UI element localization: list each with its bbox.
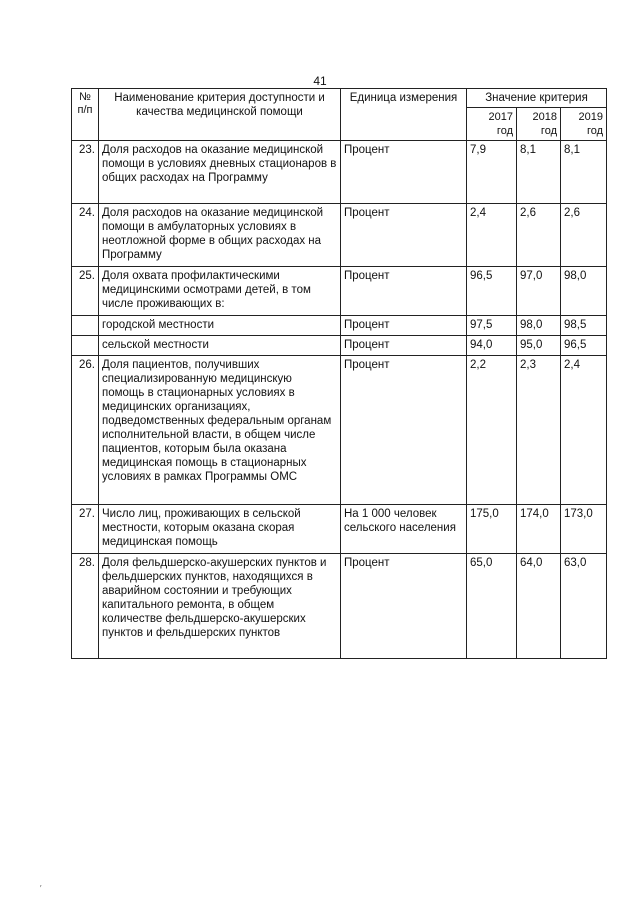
value-2017: 94,0 bbox=[467, 336, 517, 356]
criterion-name: Доля фельдшерско-акушерских пунктов и фельдшерских пунктов, находящихся в аварийном состоянии и требующих капитального ремонта, в общем количестве фельдшерско-акушерских пунктов и фельдшерских пунктов bbox=[99, 554, 341, 659]
value-2019: 173,0 bbox=[561, 505, 607, 554]
row-number bbox=[72, 336, 99, 356]
header-year-2017: 2017 год bbox=[467, 108, 517, 141]
value-2018: 98,0 bbox=[517, 316, 561, 336]
value-2017: 175,0 bbox=[467, 505, 517, 554]
value-2018: 97,0 bbox=[517, 267, 561, 316]
row-number: 26. bbox=[72, 356, 99, 505]
value-2018: 174,0 bbox=[517, 505, 561, 554]
criteria-table bbox=[71, 88, 607, 659]
row-number: 28. bbox=[72, 554, 99, 659]
row-number: 23. bbox=[72, 141, 99, 204]
row-number: 27. bbox=[72, 505, 99, 554]
table-row bbox=[72, 204, 607, 267]
value-2017: 2,4 bbox=[467, 204, 517, 267]
page-number: 41 bbox=[313, 74, 327, 88]
table-row bbox=[72, 554, 607, 659]
criterion-name: Доля пациентов, получивших специализированную медицинскую помощь в стационарных условиях в медицинских организациях, подведомственных федеральным органам исполнительной власти, в общем числе пациентов, которым была оказана медицинская помощь в стационарных условиях в рамках Программы ОМС bbox=[99, 356, 341, 505]
value-2017: 65,0 bbox=[467, 554, 517, 659]
row-number: 25. bbox=[72, 267, 99, 316]
header-num: № п/п bbox=[72, 89, 99, 141]
table-row bbox=[72, 267, 607, 316]
unit-cell: На 1 000 человек сельского населения bbox=[341, 505, 467, 554]
criterion-name: сельской местности bbox=[99, 336, 341, 356]
value-2019: 2,4 bbox=[561, 356, 607, 505]
value-2018: 2,6 bbox=[517, 204, 561, 267]
value-2017: 7,9 bbox=[467, 141, 517, 204]
value-2018: 2,3 bbox=[517, 356, 561, 505]
table-header-row bbox=[72, 89, 607, 108]
value-2017: 2,2 bbox=[467, 356, 517, 505]
value-2019: 2,6 bbox=[561, 204, 607, 267]
header-unit: Единица измерения bbox=[341, 89, 467, 141]
unit-cell: Процент bbox=[341, 316, 467, 336]
criterion-name: Доля охвата профилактическими медицинскими осмотрами детей, в том числе проживающих в: bbox=[99, 267, 341, 316]
unit-cell: Процент bbox=[341, 554, 467, 659]
table-row bbox=[72, 336, 607, 356]
criterion-name: Доля расходов на оказание медицинской помощи в условиях дневных стационаров в общих расходах на Программу bbox=[99, 141, 341, 204]
value-2018: 64,0 bbox=[517, 554, 561, 659]
table-row bbox=[72, 505, 607, 554]
header-name: Наименование критерия доступности и качества медицинской помощи bbox=[99, 89, 341, 141]
criterion-name: городской местности bbox=[99, 316, 341, 336]
value-2019: 8,1 bbox=[561, 141, 607, 204]
unit-cell: Процент bbox=[341, 141, 467, 204]
unit-cell: Процент bbox=[341, 204, 467, 267]
row-number bbox=[72, 316, 99, 336]
unit-cell: Процент bbox=[341, 336, 467, 356]
value-2019: 98,5 bbox=[561, 316, 607, 336]
table-row bbox=[72, 356, 607, 505]
value-2019: 98,0 bbox=[561, 267, 607, 316]
criterion-name: Число лиц, проживающих в сельской местности, которым оказана скорая медицинская помощь bbox=[99, 505, 341, 554]
value-2017: 96,5 bbox=[467, 267, 517, 316]
header-year-2019: 2019 год bbox=[561, 108, 607, 141]
table-row bbox=[72, 141, 607, 204]
value-2019: 63,0 bbox=[561, 554, 607, 659]
table-row bbox=[72, 316, 607, 336]
criterion-name: Доля расходов на оказание медицинской помощи в амбулаторных условиях в неотложной форме в общих расходах на Программу bbox=[99, 204, 341, 267]
unit-cell: Процент bbox=[341, 267, 467, 316]
value-2019: 96,5 bbox=[561, 336, 607, 356]
header-value: Значение критерия bbox=[467, 89, 607, 108]
unit-cell: Процент bbox=[341, 356, 467, 505]
header-year-2018: 2018 год bbox=[517, 108, 561, 141]
value-2018: 95,0 bbox=[517, 336, 561, 356]
scan-mark-icon: ′ bbox=[40, 884, 42, 893]
row-number: 24. bbox=[72, 204, 99, 267]
value-2017: 97,5 bbox=[467, 316, 517, 336]
value-2018: 8,1 bbox=[517, 141, 561, 204]
